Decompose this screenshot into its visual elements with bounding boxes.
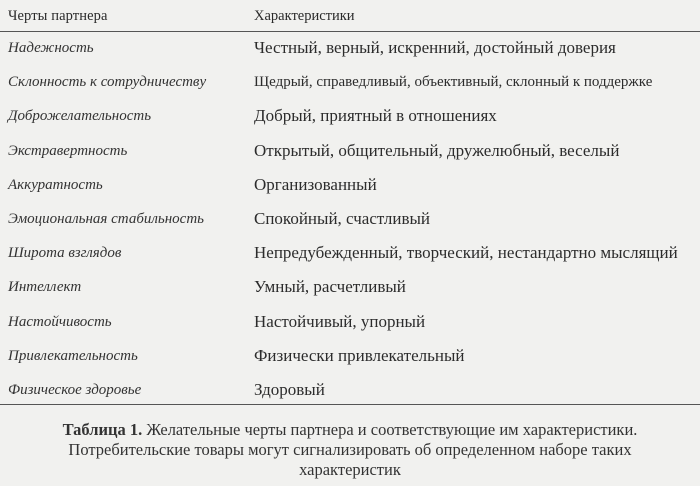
trait-cell: Настойчивость <box>8 313 112 330</box>
table-row <box>0 203 700 237</box>
table-row <box>0 100 700 134</box>
caption-line-1 <box>0 420 700 440</box>
characteristic-cell: Непредубежденный, творческий, нестандартно мыслящий <box>254 243 678 263</box>
characteristic-cell: Добрый, приятный в отношениях <box>254 106 497 126</box>
table-row <box>0 271 700 305</box>
characteristic-cell: Честный, верный, искренний, достойный доверия <box>254 38 616 57</box>
characteristic-cell: Настойчивый, упорный <box>254 311 426 331</box>
caption-label: Таблица 1. <box>62 420 143 439</box>
header-traits: Черты партнера <box>8 8 108 24</box>
trait-cell: Аккуратность <box>8 176 103 193</box>
trait-cell: Доброжелательность <box>8 108 152 125</box>
characteristic-cell: Умный, расчетливый <box>254 277 406 297</box>
table-row <box>0 374 700 408</box>
trait-cell: Экстравертность <box>8 142 128 159</box>
trait-cell: Интеллект <box>8 279 82 296</box>
caption-line-2: Потребительские товары могут сигнализировать об определенном наборе таких <box>68 440 632 459</box>
table-row <box>0 135 700 169</box>
table-row <box>0 32 700 66</box>
caption-line-3: характеристик <box>299 460 401 479</box>
trait-cell: Привлекательность <box>8 347 138 364</box>
table-row <box>0 169 700 203</box>
trait-cell: Склонность к сотрудничеству <box>8 74 207 91</box>
characteristic-cell: Здоровый <box>254 379 325 399</box>
characteristic-cell: Физически привлекательный <box>254 345 465 365</box>
table-bottom-rule <box>0 404 700 405</box>
table-row <box>0 340 700 374</box>
trait-cell: Эмоциональная стабильность <box>8 210 204 227</box>
header-characteristics: Характеристики <box>254 8 355 24</box>
table-header <box>0 0 700 32</box>
table-row <box>0 66 700 100</box>
trait-cell: Широта взглядов <box>8 245 122 262</box>
trait-cell: Физическое здоровье <box>8 381 142 398</box>
table-caption <box>0 420 700 480</box>
characteristic-cell: Щедрый, справедливый, объективный, склонный к поддержке <box>254 74 653 91</box>
characteristic-cell: Спокойный, счастливый <box>254 208 431 228</box>
table-row <box>0 306 700 340</box>
trait-cell: Надежность <box>8 40 94 56</box>
table-body <box>0 32 700 408</box>
table-row <box>0 237 700 271</box>
characteristic-cell: Открытый, общительный, дружелюбный, веселый <box>254 140 620 160</box>
characteristic-cell: Организованный <box>254 174 377 194</box>
caption-text-1: Желательные черты партнера и соответствующие им характеристики. <box>146 420 638 439</box>
